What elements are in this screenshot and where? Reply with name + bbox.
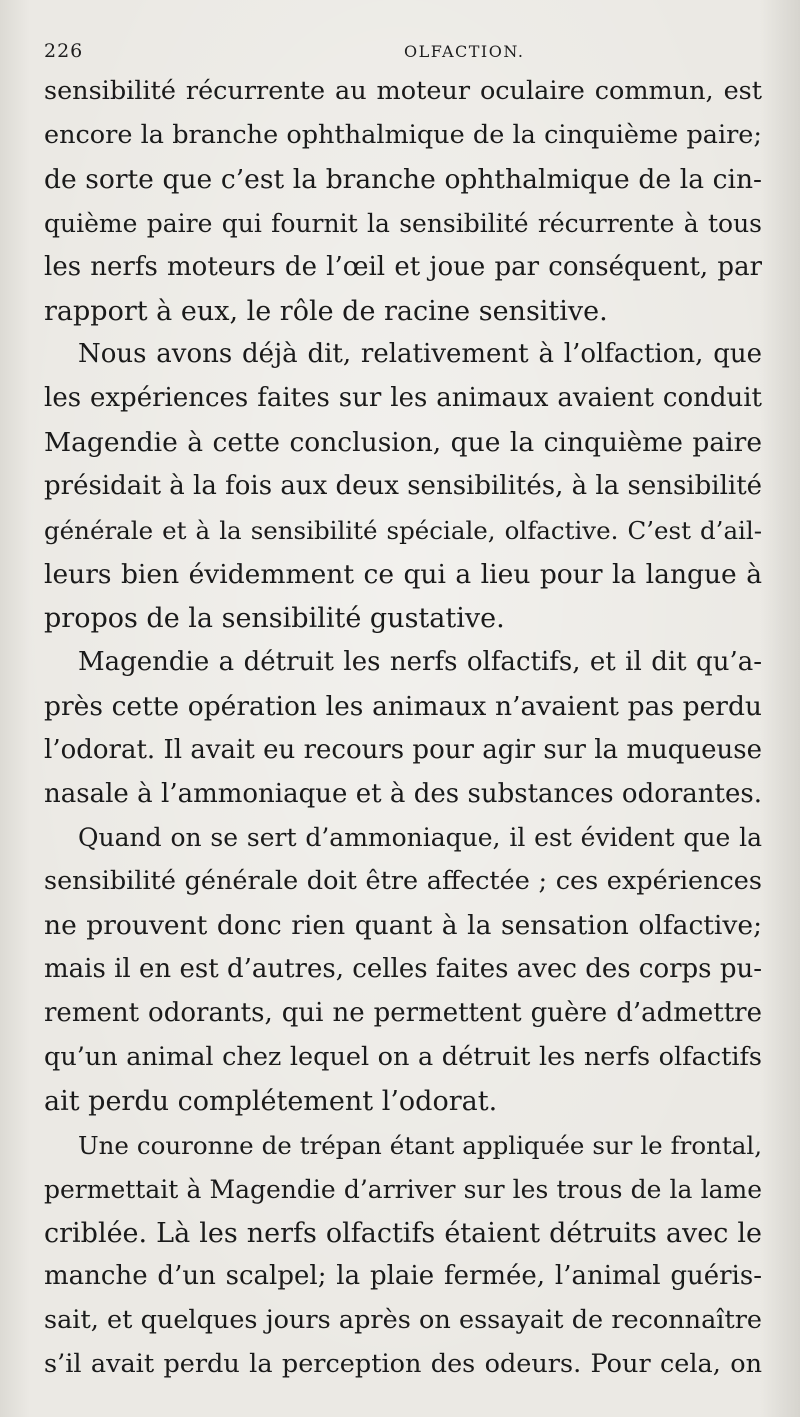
text-line: Magendie a détruit les nerfs olfactifs, et il dit qu’a- xyxy=(78,646,762,677)
text-line: de sorte que c’est la branche ophthalmique de la cin- xyxy=(44,163,762,195)
body-text xyxy=(44,70,762,1387)
text-line: qu’un animal chez lequel on a détruit les nerfs olfactifs xyxy=(44,1041,762,1072)
text-line: Une couronne de trépan étant appliquée sur le frontal, xyxy=(78,1130,762,1160)
text-line: encore la branche ophthalmique de la cinquième paire; xyxy=(44,119,762,150)
paragraph-1 xyxy=(44,70,762,333)
text-line: Quand on se sert d’ammoniaque, il est évident que la xyxy=(78,823,762,853)
text-line: sensibilité récurrente au moteur oculaire commun, est xyxy=(44,76,762,106)
text-line: sait, et quelques jours après on essayait de reconnaître xyxy=(44,1305,762,1336)
text-line: nasale à l’ammoniaque et à des substances odorantes. xyxy=(44,778,762,809)
page-header xyxy=(44,40,760,70)
running-title: OLFACTION. xyxy=(404,42,525,61)
text-line: ne prouvent donc rien quant à la sensation olfactive; xyxy=(44,910,762,942)
text-line: sensibilité générale doit être affectée ; ces expériences xyxy=(44,866,762,897)
text-line: près cette opération les animaux n’avaient pas perdu xyxy=(44,690,762,722)
text-line: mais il en est d’autres, celles faites avec des corps pu- xyxy=(44,954,762,985)
text-line: manche d’un scalpel; la plaie fermée, l’animal guéris- xyxy=(44,1261,762,1292)
text-line: présidait à la fois aux deux sensibilités, à la sensibilité xyxy=(44,471,762,502)
text-line: Nous avons déjà dit, relativement à l’olfaction, que xyxy=(78,339,762,370)
text-line: Magendie à cette conclusion, que la cinquième paire xyxy=(44,427,762,459)
text-line: ait perdu complétement l’odorat. xyxy=(44,1085,498,1117)
text-line: leurs bien évidemment ce qui a lieu pour la langue à xyxy=(44,558,762,590)
text-line: les expériences faites sur les animaux avaient conduit xyxy=(44,383,762,414)
text-line: quième paire qui fournit la sensibilité récurrente à tous xyxy=(44,208,762,238)
text-line: propos de la sensibilité gustative. xyxy=(44,602,505,634)
paragraph-2 xyxy=(44,333,762,640)
text-line: permettait à Magendie d’arriver sur les trous de la lame xyxy=(44,1174,762,1204)
text-line: criblée. Là les nerfs olfactifs étaient détruits avec le xyxy=(44,1217,762,1249)
paragraph-4 xyxy=(44,816,762,1123)
paragraph-3 xyxy=(44,641,762,817)
text-line: rapport à eux, le rôle de racine sensitive. xyxy=(44,295,608,327)
paragraph-5 xyxy=(44,1124,762,1387)
text-line: l’odorat. Il avait eu recours pour agir sur la muqueuse xyxy=(44,734,762,765)
text-line: les nerfs moteurs de l’œil et joue par conséquent, par xyxy=(44,251,762,282)
text-line: générale et à la sensibilité spéciale, olfactive. C’est d’ail- xyxy=(44,516,762,546)
text-line: rement odorants, qui ne permettent guère d’admettre xyxy=(44,998,762,1029)
page-number: 226 xyxy=(44,40,84,62)
text-line: s’il avait perdu la perception des odeurs. Pour cela, on xyxy=(44,1349,762,1380)
